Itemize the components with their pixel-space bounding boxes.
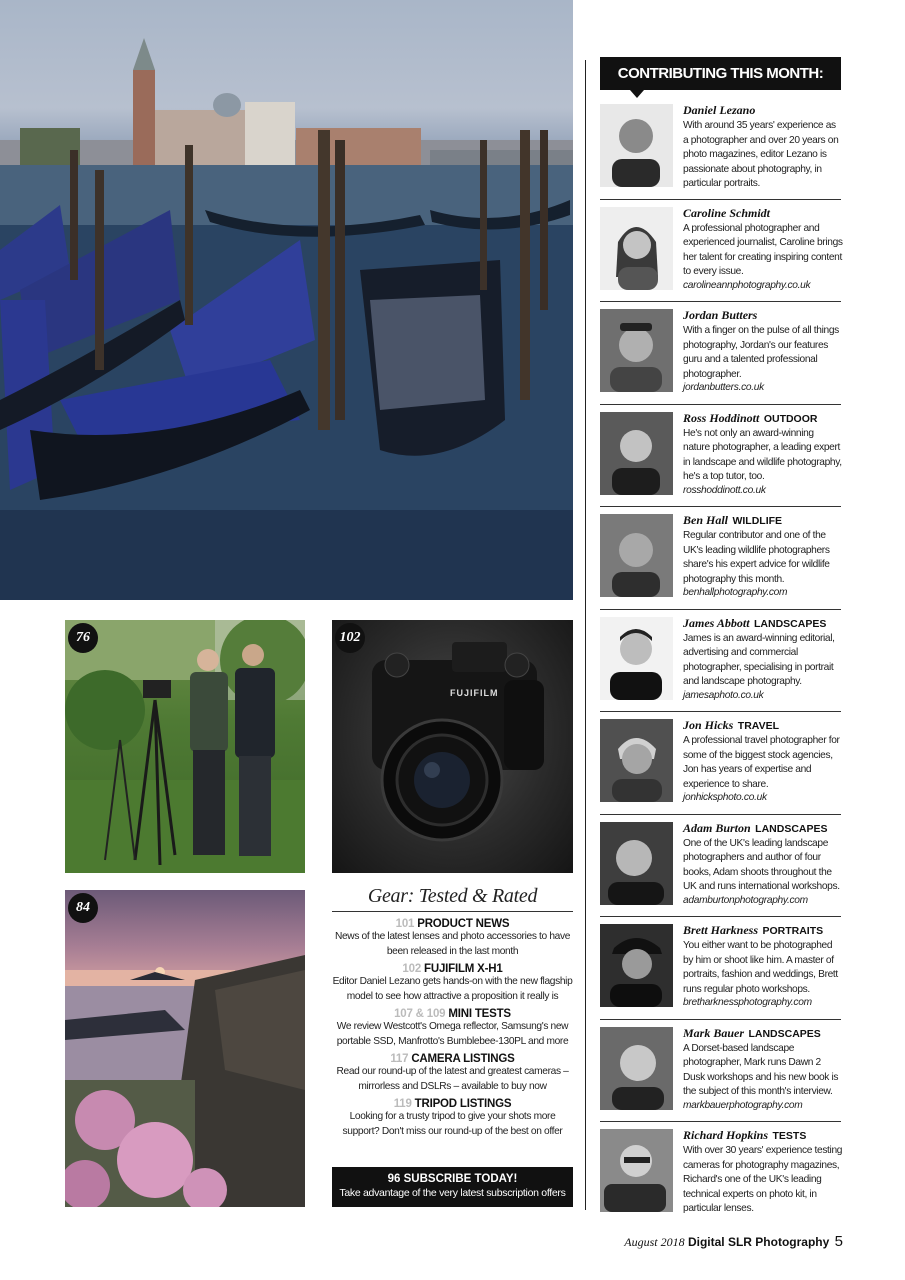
contributor-portrait: [600, 822, 673, 905]
contributor-entry: [600, 1122, 841, 1225]
gear-page-number: 117: [390, 1053, 409, 1065]
subscribe-banner[interactable]: [332, 1167, 573, 1207]
contributor-role: OUTDOOR: [763, 412, 818, 425]
contributor-role: PORTRAITS: [762, 925, 824, 937]
contributor-website[interactable]: markbauerphotography.com: [683, 1099, 803, 1111]
gear-item-description: Read our round-up of the latest and greatest cameras – mirrorless and DSLRs – available to buy now: [336, 1066, 569, 1092]
contributor-website[interactable]: jamesaphoto.co.uk: [683, 689, 764, 701]
contributor-name: Jon Hicks: [683, 718, 734, 732]
issue-date: August 2018: [624, 1235, 685, 1249]
page-footer: [624, 1233, 843, 1250]
gear-item-heading: CAMERA LISTINGS: [411, 1053, 515, 1065]
gear-item-description: Editor Daniel Lezano gets hands-on with the new flagship model to see how attractive a proposition it really is: [332, 976, 573, 1002]
contributor-website[interactable]: rosshoddinott.co.uk: [683, 484, 766, 496]
page-number-badge: 102: [335, 623, 365, 653]
photo-coastal-sunset: [65, 890, 305, 1207]
gear-item-heading: FUJIFILM X-H1: [424, 963, 503, 975]
contributor-portrait: [600, 412, 673, 495]
gear-page-number: 119: [393, 1098, 412, 1110]
gear-tested-rated-section: [332, 885, 573, 1143]
contributor-website[interactable]: adamburtonphotography.com: [683, 894, 808, 906]
magazine-title: Digital SLR Photography: [687, 1235, 830, 1249]
gear-item-description: Looking for a trusty tripod to give your shots more support? Don't miss our round-up of the best on offer: [342, 1111, 563, 1137]
contributor-name: Brett Harkness: [683, 923, 759, 937]
page-number-badge: 84: [68, 893, 98, 923]
gear-item[interactable]: [332, 918, 573, 959]
contributor-role: LANDSCAPES: [754, 617, 827, 630]
contributor-entry: [600, 1020, 841, 1123]
gear-page-number: 101: [395, 918, 415, 930]
photo-photographers-in-field: [65, 620, 305, 873]
photo-fujifilm-camera: [332, 620, 573, 873]
contributor-website[interactable]: bretharknessphotography.com: [683, 997, 812, 1008]
contributor-entry: [600, 917, 841, 1020]
gear-item[interactable]: [332, 1053, 573, 1094]
contributor-bio: One of the UK's leading landscape photographers and author of four books, Adam shoots throughout the UK and runs international workshops.: [683, 837, 840, 892]
contributor-name: Ross Hoddinott: [683, 410, 760, 425]
contributor-name: Jordan Butters: [683, 308, 758, 322]
contributor-portrait: [600, 104, 673, 187]
contributor-name: James Abbott: [683, 615, 750, 630]
contributor-website[interactable]: benhallphotography.com: [683, 587, 788, 598]
contributor-website[interactable]: carolineannphotography.co.uk: [683, 279, 811, 291]
gear-item-description: We review Westcott's Omega reflector, Samsung's new portable SSD, Manfrotto's Bumblebee-130PL and more: [336, 1021, 569, 1047]
contributor-website[interactable]: jordanbutters.co.uk: [683, 382, 764, 393]
camera-brand-text: FUJIFILM: [450, 688, 499, 698]
subscribe-description: Take advantage of the very latest subscription offers: [339, 1187, 566, 1199]
contributor-bio: With around 35 years' experience as a photographer and over 20 years on photo magazines, editor Lezano is passionate about photography, in particular portraits.: [683, 120, 839, 189]
contributor-name: Mark Bauer: [683, 1025, 745, 1040]
contributor-bio: You either want to be photographed by him or shoot like him. A master of portraits, fashion and weddings, Brett runs regular photo workshops.: [683, 940, 838, 995]
contributor-bio: Regular contributor and one of the UK's leading wildlife photographers share's his expert advice for wildlife photography this month.: [683, 530, 830, 585]
coast-illustration: [65, 890, 305, 1207]
contributor-role: LANDSCAPES: [755, 822, 828, 835]
contributor-portrait: [600, 719, 673, 802]
contributors-header: CONTRIBUTING THIS MONTH:: [600, 57, 841, 90]
contributor-bio: He's not only an award-winning nature photographer, a leading expert in landscape and wildlife photography, he's a top tutor, too.: [683, 427, 842, 482]
contributor-portrait: [600, 617, 673, 700]
contributor-entry: [600, 815, 841, 918]
subscribe-page-number: 96: [387, 1173, 401, 1185]
gear-item-description: News of the latest lenses and photo accessories to have been released in the last month: [334, 931, 571, 957]
contributor-bio: A professional photographer and experienced journalist, Caroline brings her talent for creating inspiring content to every issue.: [683, 222, 843, 277]
contributor-name: Daniel Lezano: [683, 103, 756, 117]
hero-photo-venice-gondolas: [0, 0, 573, 600]
gondolas-illustration: [0, 0, 573, 600]
gear-page-number: 107 & 109: [394, 1008, 446, 1020]
gear-section-title: Gear: Tested & Rated: [332, 885, 573, 912]
contributor-portrait: [600, 309, 673, 392]
gear-item-heading: PRODUCT NEWS: [417, 918, 510, 930]
gear-item[interactable]: [332, 1098, 573, 1139]
gear-item-heading: MINI TESTS: [448, 1008, 511, 1020]
contributors-list: [600, 97, 841, 1225]
gear-item[interactable]: [332, 1008, 573, 1049]
gear-page-number: 102: [402, 963, 422, 975]
gear-item[interactable]: [332, 963, 573, 1004]
contributor-entry: [600, 507, 841, 610]
column-divider: [585, 60, 586, 1210]
contributor-portrait: [600, 1129, 673, 1212]
contributor-name: Caroline Schmidt: [683, 205, 771, 220]
contributor-website[interactable]: jonhicksphoto.co.uk: [683, 792, 767, 803]
camera-illustration: [332, 620, 573, 873]
contributor-entry: [600, 302, 841, 405]
contributor-name: Adam Burton: [683, 820, 751, 835]
contributor-role: WILDLIFE: [732, 515, 783, 527]
contributor-entry: [600, 712, 841, 815]
photographers-illustration: [65, 620, 305, 873]
page-number: 5: [834, 1233, 843, 1250]
gear-item-heading: TRIPOD LISTINGS: [414, 1098, 512, 1110]
contributor-portrait: [600, 1027, 673, 1110]
contributor-bio: With over 30 years' experience testing cameras for photography magazines, Richard's one of the UK's leading technical experts on photo kit, in particular lenses.: [683, 1145, 843, 1214]
page-number-badge: 76: [68, 623, 98, 653]
contributor-entry: [600, 610, 841, 713]
contributor-name: Ben Hall: [683, 513, 729, 527]
contributor-entry: [600, 200, 841, 303]
contributor-bio: James is an award-winning editorial, advertising and commercial photographer, specialising in portrait and landscape photography.: [683, 632, 835, 687]
contributor-name: Richard Hopkins: [683, 1128, 769, 1142]
contributor-role: LANDSCAPES: [748, 1027, 821, 1040]
contributor-role: TRAVEL: [737, 720, 780, 732]
contributor-portrait: [600, 514, 673, 597]
contributor-role: TESTS: [772, 1130, 807, 1142]
contributor-portrait: [600, 207, 673, 290]
contributor-bio: A professional travel photographer for some of the biggest stock agencies, Jon has years of expertise and experience to share.: [683, 735, 840, 790]
contributor-bio: A Dorset-based landscape photographer, Mark runs Dawn 2 Dusk workshops and his new book is the subject of this month's interview.: [683, 1042, 839, 1097]
contributor-entry: [600, 405, 841, 508]
contributor-bio: With a finger on the pulse of all things photography, Jordan's our features guru and a talented professional photographer.: [683, 325, 839, 380]
subscribe-heading: SUBSCRIBE TODAY!: [403, 1173, 518, 1185]
contributor-portrait: [600, 924, 673, 1007]
contributor-entry: [600, 97, 841, 200]
